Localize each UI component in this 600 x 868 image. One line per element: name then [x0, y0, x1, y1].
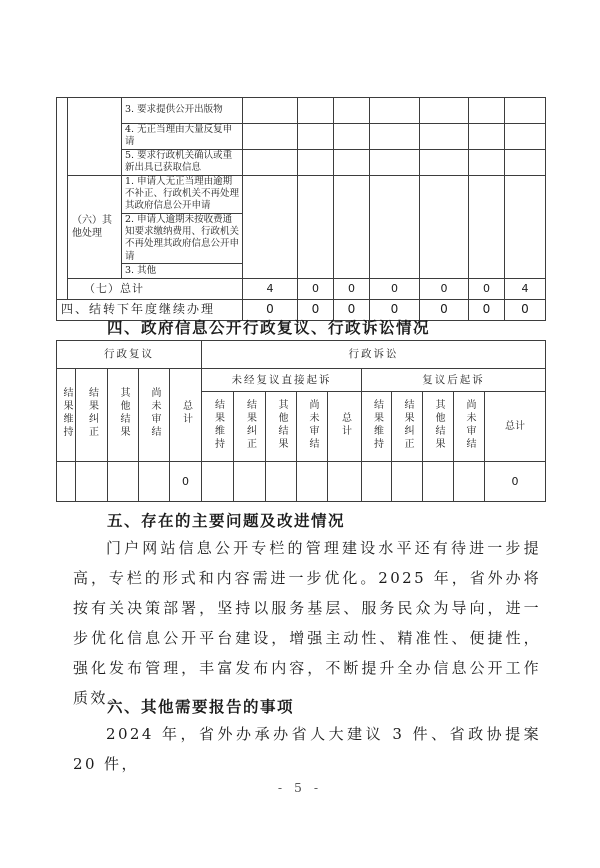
- carryover-value: 0: [469, 300, 505, 321]
- continued-category-cell: [68, 98, 122, 176]
- carryover-value: 0: [243, 300, 298, 321]
- table-cell: [334, 98, 370, 124]
- table-row: [57, 175, 546, 213]
- after-review-total-value: 0: [485, 462, 546, 502]
- table-cell: [505, 175, 546, 278]
- table-cell: [469, 175, 505, 278]
- table-cell: [334, 149, 370, 175]
- row-label: 1. 申请人无正当理由逾期不补正、行政机关不再处理其政府信息公开申请: [122, 175, 243, 213]
- table-cell: [298, 98, 334, 124]
- table-cell: [420, 149, 469, 175]
- col-header-correct: 结果纠正: [234, 392, 266, 462]
- table-cell: [469, 124, 505, 150]
- total-value: 0: [420, 279, 469, 300]
- col-header-other: 其他结果: [108, 369, 139, 462]
- table-cell: [420, 175, 469, 278]
- table-cell: [505, 149, 546, 175]
- table-cell: [334, 124, 370, 150]
- table-cell: [234, 462, 266, 502]
- total-value: 0: [469, 279, 505, 300]
- table-cell: [328, 462, 362, 502]
- col-header-total: 总计: [485, 392, 546, 462]
- review-litigation-table: [56, 340, 546, 502]
- section-4-heading: 四、政府信息公开行政复议、行政诉讼情况: [107, 319, 431, 337]
- table-cell: [243, 175, 298, 278]
- col-header-correct: 结果纠正: [76, 369, 108, 462]
- table-cell: [266, 462, 297, 502]
- total-row: [57, 279, 546, 300]
- table-cell: [469, 98, 505, 124]
- table-cell: [76, 462, 108, 502]
- carryover-value: 0: [370, 300, 420, 321]
- section-5-paragraph: 门户网站信息公开专栏的管理建设水平还有待进一步提高，专栏的形式和内容需进一步优化。2025 年，省外办将按有关决策部署，坚持以服务基层、服务民众为导向，进一步优化信息公开平台建设，增强主动性、精准性、便捷性，强化发布管理，丰富发布内容，不断提升全办信息公开工作质效。: [73, 539, 541, 707]
- total-value: 0: [370, 279, 420, 300]
- total-value: 0: [298, 279, 334, 300]
- table-cell: [298, 175, 334, 278]
- col-header-total: 总计: [170, 369, 202, 462]
- table-header-row: [57, 341, 546, 369]
- table-cell: [420, 124, 469, 150]
- table-cell: [243, 124, 298, 150]
- carryover-value: 0: [420, 300, 469, 321]
- table-cell: [243, 98, 298, 124]
- table-cell: [505, 98, 546, 124]
- table-cell: [243, 149, 298, 175]
- page-number: - 5 -: [277, 780, 323, 795]
- carryover-label: 四、结转下年度继续办理: [57, 300, 243, 321]
- total-value: 0: [334, 279, 370, 300]
- table-cell: [362, 462, 392, 502]
- table-cell: [454, 462, 485, 502]
- category-other-handling-label: （六）其他处理: [68, 175, 122, 278]
- table-cell: [423, 462, 454, 502]
- col-header-correct: 结果纠正: [392, 392, 423, 462]
- carryover-value: 0: [298, 300, 334, 321]
- table-header-row: [57, 369, 546, 392]
- table-cell: [57, 462, 76, 502]
- row-label: 3. 其他: [122, 264, 243, 279]
- table-cell: [334, 175, 370, 278]
- total-label: （七）总计: [68, 279, 243, 300]
- total-value: 4: [505, 279, 546, 300]
- total-value: 4: [243, 279, 298, 300]
- table-cell: [505, 124, 546, 150]
- table-cell: [370, 124, 420, 150]
- table-cell: [469, 149, 505, 175]
- col-header-maintain: 结果维持: [362, 392, 392, 462]
- table-cell: [370, 98, 420, 124]
- col-header-other: 其他结果: [423, 392, 454, 462]
- row-label: 5. 要求行政机关确认或重新出具已获取信息: [122, 149, 243, 175]
- table-cell: [420, 98, 469, 124]
- litigation-group-header: 行政诉讼: [202, 341, 546, 369]
- table-row: [57, 149, 546, 175]
- after-review-suit-group-header: 复议后起诉: [362, 369, 546, 392]
- col-header-other: 其他结果: [266, 392, 297, 462]
- review-total-value: 0: [170, 462, 202, 502]
- data-row: [57, 462, 546, 502]
- table-cell: [370, 149, 420, 175]
- table-cell: [139, 462, 170, 502]
- col-header-pending: 尚未审结: [297, 392, 328, 462]
- table-row: [57, 98, 546, 124]
- section-6-paragraph: 2024 年，省外办承办省人大建议 3 件、省政协提案 20 件，: [73, 725, 541, 773]
- col-header-maintain: 结果维持: [57, 369, 76, 462]
- table-cell: [298, 149, 334, 175]
- carryover-value: 0: [505, 300, 546, 321]
- row-label: 3. 要求提供公开出版物: [122, 98, 243, 124]
- col-header-total: 总计: [328, 392, 362, 462]
- carryover-value: 0: [334, 300, 370, 321]
- table-cell: [370, 175, 420, 278]
- table-cell: [202, 462, 234, 502]
- row-label: 4. 无正当理由大量反复申请: [122, 124, 243, 150]
- col-header-maintain: 结果维持: [202, 392, 234, 462]
- applications-processing-table: [56, 97, 546, 321]
- review-group-header: 行政复议: [57, 341, 202, 369]
- table-cell: [297, 462, 328, 502]
- table-cell: [392, 462, 423, 502]
- table-cell: [298, 124, 334, 150]
- direct-suit-group-header: 未经复议直接起诉: [202, 369, 362, 392]
- section-5-heading: 五、存在的主要问题及改进情况: [107, 512, 346, 530]
- col-header-pending: 尚未审结: [139, 369, 170, 462]
- table-row: [57, 124, 546, 150]
- continued-section-cell: [57, 98, 68, 300]
- section-6-heading: 六、其他需要报告的事项: [107, 698, 295, 716]
- col-header-pending: 尚未审结: [454, 392, 485, 462]
- table-cell: [108, 462, 139, 502]
- row-label: 2. 申请人逾期未按收费通知要求缴纳费用、行政机关不再处理其政府信息公开申请: [122, 213, 243, 263]
